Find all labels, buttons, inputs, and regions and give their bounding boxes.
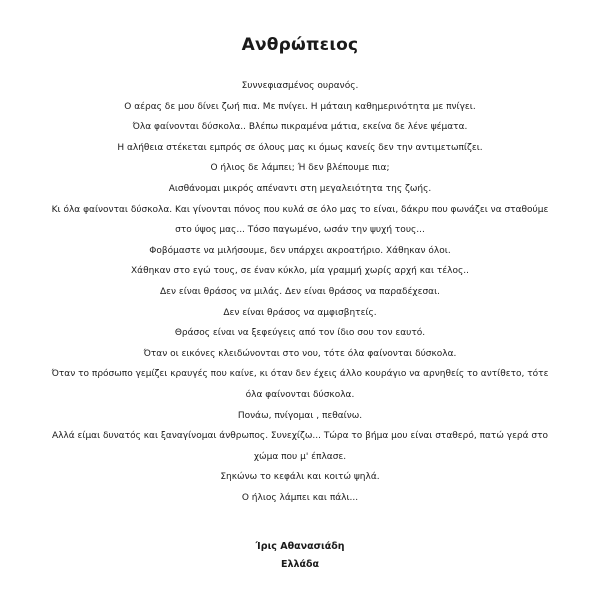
poem-line: Η αλήθεια στέκεται εμπρός σε όλους μας κι όμως κανείς δεν την αντιμετωπίζει.: [117, 142, 483, 153]
poem-line: Φοβόμαστε να μιλήσουμε, δεν υπάρχει ακροατήριο. Χάθηκαν όλοι.: [149, 245, 451, 256]
poem-line: Δεν είναι θράσος να μιλάς. Δεν είναι θράσος να παραδέχεσαι.: [159, 286, 441, 297]
poem-line: Ο αέρας δε μου δίνει ζωή πια. Με πνίγει. Η μάταιη καθημερινότητα με πνίγει.: [124, 101, 476, 112]
poem-line: Ο ήλιος δε λάμπει; Ή δεν βλέπουμε πια;: [210, 163, 390, 174]
poem-line: Σηκώνω το κεφάλι και κοιτώ ψηλά.: [220, 472, 380, 483]
poem-line: Δεν είναι θράσος να αμφισβητείς.: [223, 307, 377, 318]
poem-line: Όλα φαίνονται δύσκολα.. Βλέπω πικραμένα μάτια, εκείνα δε λένε ψέματα.: [132, 122, 468, 133]
poem-line: Όταν οι εικόνες κλειδώνονται στο νου, τότε όλα φαίνονται δύσκολα.: [143, 348, 457, 359]
poem-line: Ο ήλιος λάμπει και πάλι...: [241, 492, 359, 503]
poem-line: Θράσος είναι να ξεφεύγεις από τον ίδιο σου τον εαυτό.: [174, 328, 426, 339]
poem-line: Πονάω, πνίγομαι , πεθαίνω.: [237, 410, 363, 421]
poem-body: [51, 76, 549, 508]
poem-title: Ανθρώπειος: [241, 35, 359, 55]
poem-line: Χάθηκαν στο εγώ τους, σε έναν κύκλο, μία γραμμή χωρίς αρχή και τέλος..: [130, 266, 470, 277]
poem-line: στο ύψος μας... Τόσο παγωμένο, ωσάν την ψυχή τους...: [175, 225, 425, 236]
poem-line: Αλλά είμαι δυνατός και ξαναγίνομαι άνθρωπος. Συνεχίζω... Τώρα το βήμα μου είναι σταθερό, πατώ γερά στο: [51, 431, 549, 442]
poem-line: Κι όλα φαίνονται δύσκολα. Και γίνονται πόνος που κυλά σε όλο μας το είναι, δάκρυ που φωνάζει να σταθούμε: [51, 204, 549, 215]
poem-line: χώμα που μ' έπλασε.: [253, 451, 347, 462]
poem-line: Αισθάνομαι μικρός απέναντι στη μεγαλειότητα της ζωής.: [168, 183, 432, 194]
poem-line: Όταν το πρόσωπο γεμίζει κραυγές που καίνε, κι όταν δεν έχεις άλλο κουράγιο να αρνηθείς το αντίθετο, τότε: [51, 369, 549, 380]
poem-line: όλα φαίνονται δύσκολα.: [245, 389, 355, 400]
poem-line: Συννεφιασμένος ουρανός.: [241, 81, 359, 91]
signature-block: [0, 538, 600, 574]
author-country: Ελλάδα: [280, 559, 320, 570]
author-name: Ίρις Αθανασιάδη: [255, 541, 345, 552]
